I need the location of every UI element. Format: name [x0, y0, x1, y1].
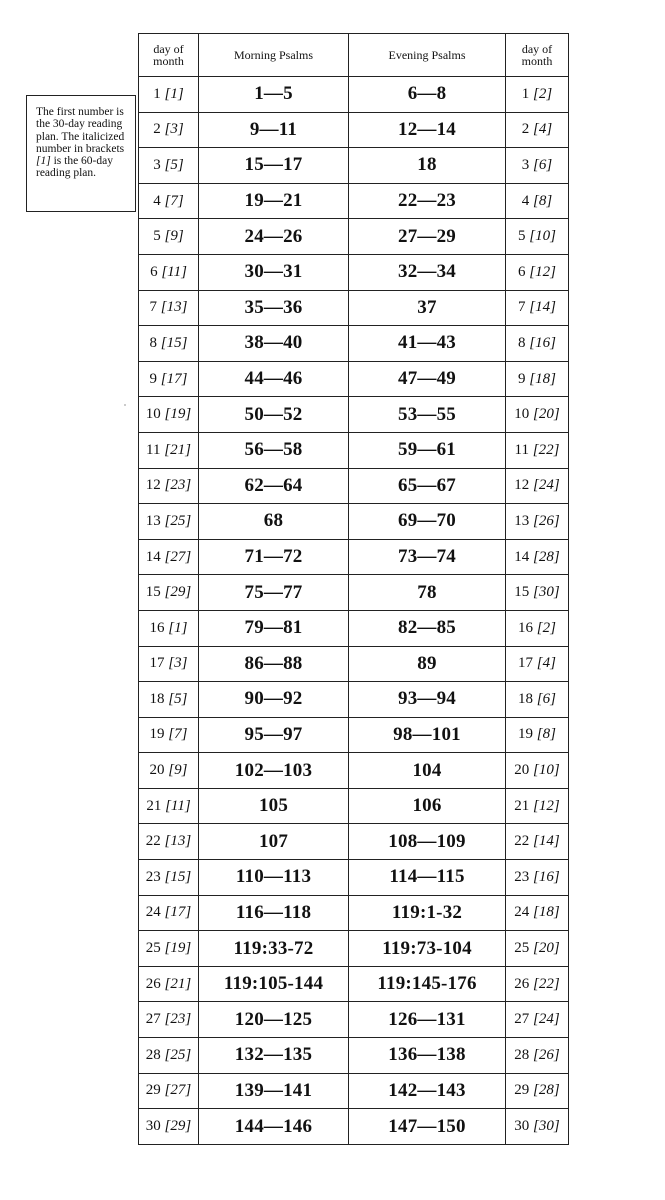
day-number: 7	[149, 299, 158, 316]
day-number: 4	[521, 192, 530, 209]
evening-psalms-cell: 82—85	[349, 610, 506, 646]
morning-psalms-cell: 9—11	[199, 112, 349, 148]
morning-psalms-cell: 62—64	[199, 468, 349, 504]
day-right-cell	[506, 966, 569, 1002]
day-number: 22	[145, 833, 161, 850]
table-row	[139, 788, 569, 824]
day-right-cell	[506, 860, 569, 896]
day-60-plan: [4]	[536, 655, 556, 672]
reading-plan-note	[26, 95, 136, 212]
day-60-plan: [27]	[164, 548, 192, 565]
day-number: 24	[514, 904, 530, 921]
day-right-cell	[506, 326, 569, 362]
day-left-cell	[139, 468, 199, 504]
day-60-plan: [12]	[529, 263, 556, 280]
evening-psalms-cell: 106	[349, 788, 506, 824]
morning-psalms-cell: 90—92	[199, 682, 349, 718]
table-row	[139, 183, 569, 219]
day-right-cell	[506, 468, 569, 504]
day-60-plan: [26]	[533, 1046, 560, 1063]
day-number: 15	[145, 584, 161, 601]
morning-psalms-cell: 56—58	[199, 432, 349, 468]
day-60-plan: [17]	[160, 370, 188, 387]
day-right-cell	[506, 112, 569, 148]
day-right-cell	[506, 1038, 569, 1074]
day-60-plan: [23]	[164, 477, 192, 494]
day-left-cell	[139, 966, 199, 1002]
table-row	[139, 610, 569, 646]
day-number: 18	[149, 690, 165, 707]
evening-psalms-cell: 108—109	[349, 824, 506, 860]
table-row	[139, 1109, 569, 1145]
table-row	[139, 219, 569, 255]
day-number: 23	[145, 868, 161, 885]
morning-psalms-cell: 119:105-144	[199, 966, 349, 1002]
day-60-plan: [30]	[533, 584, 560, 601]
table-row	[139, 1038, 569, 1074]
day-number: 27	[145, 1011, 161, 1028]
day-60-plan: [24]	[533, 477, 560, 494]
day-right-cell	[506, 361, 569, 397]
day-left-cell	[139, 254, 199, 290]
day-left-cell	[139, 1002, 199, 1038]
morning-psalms-cell: 71—72	[199, 539, 349, 575]
day-left-cell	[139, 361, 199, 397]
day-right-cell	[506, 432, 569, 468]
note-text-2: is the 60-day reading plan.	[36, 155, 113, 180]
day-number: 2	[521, 121, 530, 138]
table-row	[139, 432, 569, 468]
evening-psalms-cell: 27—29	[349, 219, 506, 255]
day-60-plan: [10]	[533, 762, 560, 779]
day-left-cell	[139, 860, 199, 896]
day-number: 17	[518, 655, 534, 672]
day-60-plan: [18]	[533, 904, 560, 921]
day-right-cell	[506, 219, 569, 255]
day-number: 29	[145, 1082, 161, 1099]
day-number: 30	[145, 1118, 161, 1135]
evening-psalms-cell: 89	[349, 646, 506, 682]
evening-psalms-cell: 65—67	[349, 468, 506, 504]
day-60-plan: [7]	[168, 726, 188, 743]
header-row	[139, 34, 569, 77]
day-number: 25	[145, 940, 161, 957]
table-body	[139, 77, 569, 1145]
day-right-cell	[506, 682, 569, 718]
day-right-cell	[506, 290, 569, 326]
day-number: 13	[145, 512, 161, 529]
morning-psalms-cell: 105	[199, 788, 349, 824]
day-right-cell	[506, 183, 569, 219]
day-number: 8	[149, 334, 158, 351]
day-number: 16	[149, 619, 165, 636]
evening-psalms-cell: 119:73-104	[349, 931, 506, 967]
day-right-cell	[506, 397, 569, 433]
day-left-cell	[139, 717, 199, 753]
day-number: 19	[149, 726, 165, 743]
day-left-cell	[139, 1073, 199, 1109]
day-60-plan: [22]	[533, 975, 560, 992]
evening-psalms-cell: 18	[349, 148, 506, 184]
day-left-cell	[139, 646, 199, 682]
day-number: 27	[514, 1011, 530, 1028]
day-60-plan: [5]	[164, 156, 184, 173]
day-60-plan: [6]	[536, 690, 556, 707]
day-right-cell	[506, 254, 569, 290]
day-60-plan: [11]	[161, 263, 187, 280]
day-60-plan: [21]	[164, 975, 192, 992]
day-left-cell	[139, 1109, 199, 1145]
day-left-cell	[139, 219, 199, 255]
day-right-cell	[506, 788, 569, 824]
morning-psalms-cell: 1—5	[199, 77, 349, 113]
day-60-plan: [19]	[164, 940, 192, 957]
table-row	[139, 326, 569, 362]
morning-psalms-cell: 144—146	[199, 1109, 349, 1145]
day-left-cell	[139, 931, 199, 967]
day-number: 1	[521, 85, 530, 102]
day-right-cell	[506, 504, 569, 540]
day-right-cell	[506, 539, 569, 575]
day-60-plan: [4]	[533, 121, 553, 138]
day-60-plan: [8]	[536, 726, 556, 743]
day-right-cell	[506, 1002, 569, 1038]
day-left-cell	[139, 504, 199, 540]
day-60-plan: [27]	[164, 1082, 192, 1099]
evening-psalms-cell: 37	[349, 290, 506, 326]
day-left-cell	[139, 895, 199, 931]
day-left-cell	[139, 575, 199, 611]
day-number: 13	[514, 512, 530, 529]
table-row	[139, 1002, 569, 1038]
day-number: 26	[514, 975, 530, 992]
day-60-plan: [1]	[168, 619, 188, 636]
day-number: 6	[150, 263, 158, 280]
morning-psalms-cell: 107	[199, 824, 349, 860]
day-right-cell	[506, 148, 569, 184]
day-right-cell	[506, 931, 569, 967]
day-right-cell	[506, 717, 569, 753]
day-left-cell	[139, 290, 199, 326]
day-60-plan: [13]	[164, 833, 192, 850]
morning-psalms-cell: 132—135	[199, 1038, 349, 1074]
day-60-plan: [2]	[536, 619, 556, 636]
evening-psalms-cell: 119:145-176	[349, 966, 506, 1002]
day-60-plan: [7]	[164, 192, 184, 209]
day-number: 14	[145, 548, 161, 565]
evening-psalms-cell: 78	[349, 575, 506, 611]
morning-psalms-cell: 50—52	[199, 397, 349, 433]
day-60-plan: [22]	[532, 441, 560, 458]
day-number: 5	[153, 228, 161, 245]
table-row	[139, 254, 569, 290]
day-60-plan: [20]	[533, 406, 560, 423]
day-60-plan: [11]	[165, 797, 191, 814]
day-number: 10	[514, 406, 530, 423]
morning-psalms-cell: 119:33-72	[199, 931, 349, 967]
day-number: 21	[146, 797, 162, 814]
morning-psalms-cell: 139—141	[199, 1073, 349, 1109]
day-60-plan: [9]	[168, 762, 188, 779]
day-right-cell	[506, 895, 569, 931]
day-number: 28	[145, 1046, 161, 1063]
day-number: 24	[145, 904, 161, 921]
day-60-plan: [21]	[164, 441, 191, 458]
morning-psalms-cell: 15—17	[199, 148, 349, 184]
day-left-cell	[139, 788, 199, 824]
evening-psalms-cell: 104	[349, 753, 506, 789]
table-row	[139, 539, 569, 575]
evening-psalms-cell: 136—138	[349, 1038, 506, 1074]
day-60-plan: [18]	[529, 370, 556, 387]
day-60-plan: [24]	[533, 1011, 560, 1028]
day-right-cell	[506, 610, 569, 646]
day-60-plan: [28]	[533, 1082, 560, 1099]
evening-psalms-cell: 73—74	[349, 539, 506, 575]
day-left-cell	[139, 753, 199, 789]
day-60-plan: [23]	[164, 1011, 192, 1028]
day-60-plan: [20]	[533, 940, 560, 957]
evening-psalms-cell: 126—131	[349, 1002, 506, 1038]
table-row	[139, 575, 569, 611]
morning-psalms-cell: 79—81	[199, 610, 349, 646]
day-number: 11	[514, 441, 529, 458]
psalms-reading-table	[138, 33, 569, 1145]
day-number: 6	[518, 263, 526, 280]
day-number: 5	[518, 228, 526, 245]
table-row	[139, 860, 569, 896]
day-number: 10	[145, 406, 161, 423]
day-number: 4	[153, 192, 161, 209]
evening-psalms-cell: 93—94	[349, 682, 506, 718]
day-left-cell	[139, 183, 199, 219]
day-right-cell	[506, 1073, 569, 1109]
day-number: 21	[514, 797, 530, 814]
day-60-plan: [30]	[533, 1118, 560, 1135]
table-row	[139, 504, 569, 540]
day-left-cell	[139, 432, 199, 468]
day-number: 16	[518, 619, 534, 636]
day-60-plan: [14]	[529, 299, 556, 316]
day-number: 26	[145, 975, 161, 992]
day-number: 15	[514, 584, 530, 601]
morning-psalms-cell: 120—125	[199, 1002, 349, 1038]
day-60-plan: [5]	[168, 690, 188, 707]
evening-psalms-cell: 98—101	[349, 717, 506, 753]
header-day-of-month-right: day of month	[506, 34, 569, 77]
table-row	[139, 824, 569, 860]
morning-psalms-cell: 19—21	[199, 183, 349, 219]
day-60-plan: [3]	[164, 121, 184, 138]
day-60-plan: [15]	[160, 334, 188, 351]
day-number: 8	[518, 334, 526, 351]
morning-psalms-cell: 35—36	[199, 290, 349, 326]
day-60-plan: [25]	[164, 1046, 192, 1063]
day-60-plan: [28]	[533, 548, 560, 565]
morning-psalms-cell: 102—103	[199, 753, 349, 789]
day-60-plan: [16]	[529, 334, 556, 351]
day-left-cell	[139, 824, 199, 860]
evening-psalms-cell: 6—8	[349, 77, 506, 113]
evening-psalms-cell: 114—115	[349, 860, 506, 896]
note-text-1: The first number is the 30-day reading plan. The italicized number in brackets	[36, 106, 125, 155]
day-number: 20	[149, 762, 165, 779]
evening-psalms-cell: 32—34	[349, 254, 506, 290]
morning-psalms-cell: 86—88	[199, 646, 349, 682]
day-right-cell	[506, 575, 569, 611]
evening-psalms-cell: 119:1-32	[349, 895, 506, 931]
day-number: 11	[146, 441, 161, 458]
day-number: 20	[514, 762, 530, 779]
day-left-cell	[139, 1038, 199, 1074]
day-number: 17	[149, 655, 165, 672]
morning-psalms-cell: 110—113	[199, 860, 349, 896]
table-row	[139, 1073, 569, 1109]
day-left-cell	[139, 326, 199, 362]
morning-psalms-cell: 68	[199, 504, 349, 540]
day-left-cell	[139, 148, 199, 184]
day-60-plan: [26]	[533, 512, 560, 529]
day-left-cell	[139, 77, 199, 113]
evening-psalms-cell: 142—143	[349, 1073, 506, 1109]
table-row	[139, 895, 569, 931]
day-number: 12	[514, 477, 530, 494]
day-right-cell	[506, 77, 569, 113]
header-morning-psalms: Morning Psalms	[199, 34, 349, 77]
table-row	[139, 931, 569, 967]
header-evening-psalms: Evening Psalms	[349, 34, 506, 77]
day-60-plan: [29]	[164, 584, 192, 601]
evening-psalms-cell: 22—23	[349, 183, 506, 219]
morning-psalms-cell: 75—77	[199, 575, 349, 611]
evening-psalms-cell: 53—55	[349, 397, 506, 433]
morning-psalms-cell: 116—118	[199, 895, 349, 931]
day-right-cell	[506, 824, 569, 860]
table-row	[139, 290, 569, 326]
day-right-cell	[506, 1109, 569, 1145]
table-row	[139, 682, 569, 718]
day-60-plan: [1]	[164, 85, 184, 102]
day-60-plan: [19]	[164, 406, 192, 423]
day-60-plan: [12]	[533, 797, 560, 814]
table-row	[139, 397, 569, 433]
day-number: 9	[149, 370, 158, 387]
evening-psalms-cell: 41—43	[349, 326, 506, 362]
day-number: 25	[514, 940, 530, 957]
evening-psalms-cell: 69—70	[349, 504, 506, 540]
day-60-plan: [29]	[164, 1118, 192, 1135]
evening-psalms-cell: 12—14	[349, 112, 506, 148]
day-60-plan: [9]	[164, 228, 184, 245]
day-right-cell	[506, 646, 569, 682]
day-number: 19	[518, 726, 534, 743]
table-row	[139, 753, 569, 789]
day-number: 1	[153, 85, 161, 102]
table-row	[139, 77, 569, 113]
day-number: 28	[514, 1046, 530, 1063]
stray-mark	[124, 404, 126, 406]
morning-psalms-cell: 30—31	[199, 254, 349, 290]
day-number: 22	[514, 833, 530, 850]
morning-psalms-cell: 44—46	[199, 361, 349, 397]
day-number: 18	[518, 690, 534, 707]
table-row	[139, 717, 569, 753]
day-number: 30	[514, 1118, 530, 1135]
header-day-of-month-left: day of month	[139, 34, 199, 77]
table-row	[139, 646, 569, 682]
day-60-plan: [14]	[533, 833, 560, 850]
table-row	[139, 966, 569, 1002]
day-number: 3	[521, 156, 530, 173]
note-italic-example: [1]	[36, 155, 51, 168]
table-row	[139, 148, 569, 184]
day-left-cell	[139, 610, 199, 646]
morning-psalms-cell: 24—26	[199, 219, 349, 255]
day-number: 12	[145, 477, 161, 494]
table-row	[139, 361, 569, 397]
day-number: 29	[514, 1082, 530, 1099]
day-60-plan: [10]	[529, 228, 556, 245]
table-row	[139, 112, 569, 148]
day-number: 7	[518, 299, 526, 316]
day-right-cell	[506, 753, 569, 789]
day-60-plan: [8]	[533, 192, 553, 209]
evening-psalms-cell: 147—150	[349, 1109, 506, 1145]
day-60-plan: [16]	[533, 868, 560, 885]
day-60-plan: [13]	[160, 299, 188, 316]
day-number: 3	[153, 156, 161, 173]
day-60-plan: [17]	[164, 904, 192, 921]
evening-psalms-cell: 47—49	[349, 361, 506, 397]
day-60-plan: [3]	[168, 655, 188, 672]
morning-psalms-cell: 38—40	[199, 326, 349, 362]
day-number: 9	[518, 370, 526, 387]
day-60-plan: [6]	[533, 156, 553, 173]
day-number: 23	[514, 868, 530, 885]
day-60-plan: [25]	[164, 512, 192, 529]
day-60-plan: [15]	[164, 868, 192, 885]
day-left-cell	[139, 397, 199, 433]
day-number: 2	[153, 121, 161, 138]
day-left-cell	[139, 682, 199, 718]
evening-psalms-cell: 59—61	[349, 432, 506, 468]
table-row	[139, 468, 569, 504]
day-number: 14	[514, 548, 530, 565]
day-left-cell	[139, 539, 199, 575]
day-60-plan: [2]	[533, 85, 553, 102]
day-left-cell	[139, 112, 199, 148]
morning-psalms-cell: 95—97	[199, 717, 349, 753]
